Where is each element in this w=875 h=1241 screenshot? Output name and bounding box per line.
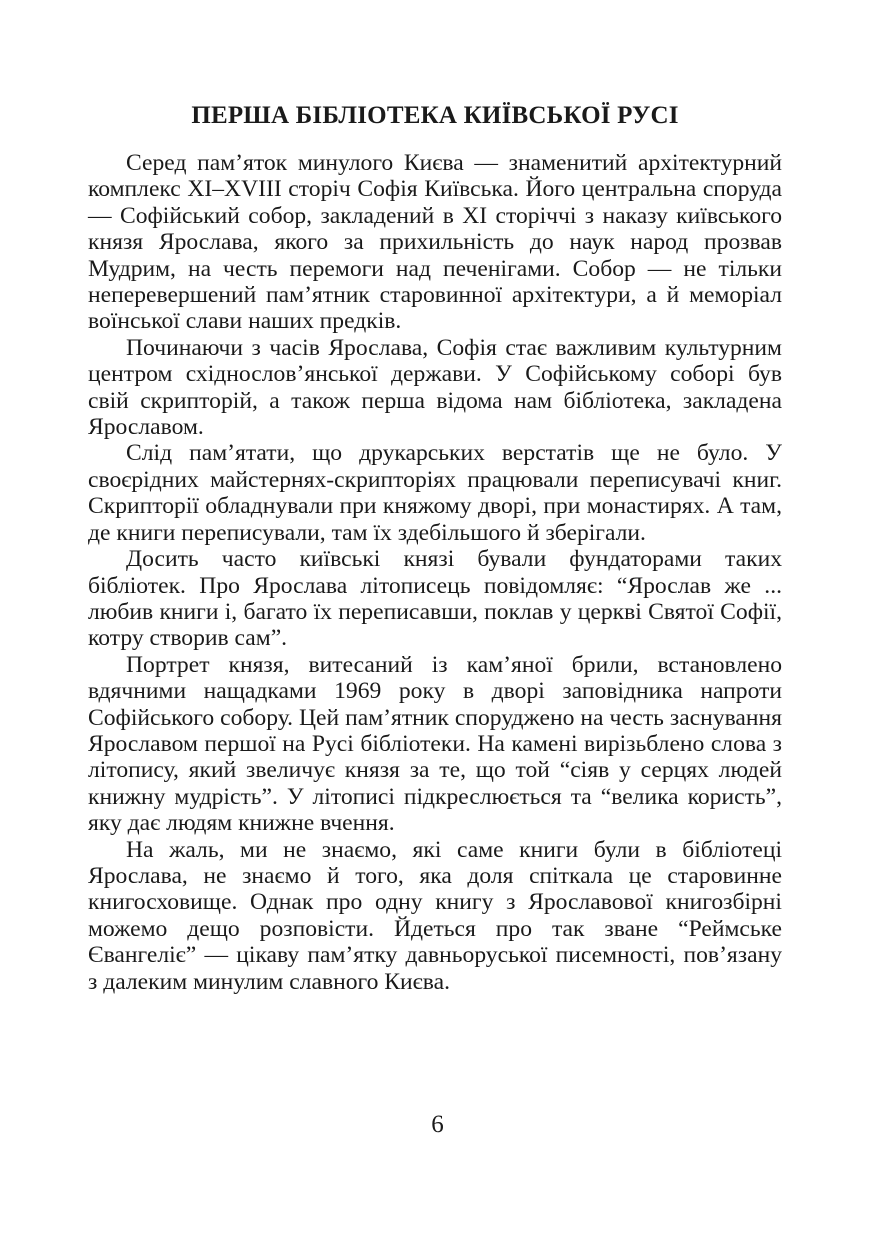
page-title: ПЕРША БІБЛІОТЕКА КИЇВСЬКОЇ РУСІ bbox=[191, 102, 679, 129]
paragraph-2: Починаючи з часів Ярослава, Софія стає важливим культурним центром східнослов’янської держави. У Софійському соборі був свій скрипторій, а також перша відома нам бібліотека, закладена Ярославом. bbox=[88, 334, 782, 441]
paragraph-3: Слід пам’ятати, що друкарських верстатів ще не було. У своєрідних майстернях-скрипторіях працювали переписувачі книг. Скрипторії обладнували при княжому дворі, при монастирях. А там, де книги переписували, там їх здебільшого й зберігали. bbox=[88, 440, 782, 546]
paragraph-1: Серед пам’яток минулого Києва — знаменитий архітектурний комплекс XI–XVIII сторіч Софія Київська. Його центральна споруда — Софійський собор, закладений в XI сторіччі з наказу київського князя Ярослава, якого за прихильність до наук народ прозвав Мудрим, на честь перемоги над печенігами. Собор — не тільки неперевершений пам’ятник старовинної архітектури, а й меморіал воїнської слави наших предків. bbox=[88, 150, 782, 335]
page-content bbox=[88, 96, 782, 995]
paragraph-5: Портрет князя, витесаний із кам’яної брили, встановлено вдячними нащадками 1969 року в дворі заповідника напроти Софійського собору. Цей пам’ятник споруджено на честь заснування Ярославом першої на Русі бібліотеки. На камені вирізьблено слова з літопису, який звеличує князя за те, що той “сіяв у серцях людей книжну мудрість”. У літописі підкреслюється та “велика користь”, яку дає людям книжне вчення. bbox=[88, 651, 782, 837]
page-number: 6 bbox=[431, 1111, 444, 1138]
paragraph-4: Досить часто київські князі бували фундаторами таких бібліотек. Про Ярослава літописець повідомляє: “Ярослав же ... любив книги і, багато їх переписавши, поклав у церкві Святої Софії, котру створив сам”. bbox=[88, 546, 782, 652]
paragraph-6: На жаль, ми не знаємо, які саме книги були в бібліотеці Ярослава, не знаємо й того, яка доля спіткала це старовинне книгосховище. Однак про одну книгу з Ярославової книгозбірні можемо дещо розповісти. Йдеться про так зване “Реймське Євангеліє” — цікаву пам’ятку давньоруської писемності, пов’язану з далеким минулим славного Києва. bbox=[88, 836, 782, 995]
